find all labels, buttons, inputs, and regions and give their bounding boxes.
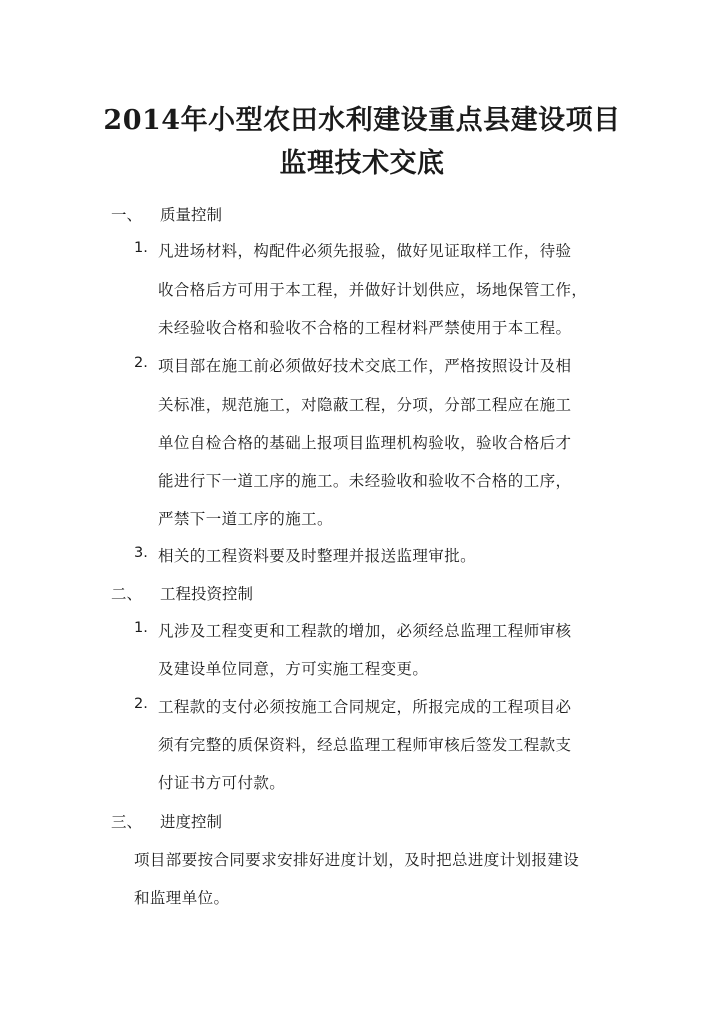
section-3-paragraph-line-2: 和监理单位。 xyxy=(134,889,230,907)
section-2-item-1-line-2: 及建设单位同意，方可实施工程变更。 xyxy=(158,660,429,678)
section-1-item-2-line-1: 项目部在施工前必须做好技术交底工作，严格按照设计及相 xyxy=(158,357,572,375)
section-1-item-1-line-2: 收合格后方可用于本工程，并做好计划供应，场地保管工作， xyxy=(158,281,588,299)
section-2-number: 二、 xyxy=(111,585,143,603)
section-1-item-1-line-3: 未经验收合格和验收不合格的工程材料严禁使用于本工程。 xyxy=(158,319,572,337)
section-1-item-2-number: 2. xyxy=(134,355,148,371)
section-2-item-1-line-1: 凡涉及工程变更和工程款的增加，必须经总监理工程师审核 xyxy=(158,622,572,640)
section-2-item-2-line-3: 付证书方可付款。 xyxy=(158,774,286,792)
document-title-line-2: 监理技术交底 xyxy=(279,148,445,179)
document-title-line-1: 2014年小型农田水利建设重点县建设项目 xyxy=(103,105,621,136)
section-2-item-2-line-2: 须有完整的质保资料，经总监理工程师审核后签发工程款支 xyxy=(158,736,572,754)
section-1-item-2-line-3: 单位自检合格的基础上报项目监理机构验收，验收合格后才 xyxy=(158,434,572,452)
section-1-item-2-line-5: 严禁下一道工序的施工。 xyxy=(158,510,333,528)
section-1-item-2-line-2: 关标准，规范施工，对隐蔽工程，分项，分部工程应在施工 xyxy=(158,396,572,414)
section-3-number: 三、 xyxy=(111,813,143,831)
section-1-item-3-number: 3. xyxy=(134,545,148,561)
section-2-item-2-line-1: 工程款的支付必须按施工合同规定，所报完成的工程项目必 xyxy=(158,698,572,716)
section-1-item-1-line-1: 凡进场材料，构配件必须先报验，做好见证取样工作，待验 xyxy=(158,242,572,260)
section-3-paragraph-line-1: 项目部要按合同要求安排好进度计划，及时把总进度计划报建设 xyxy=(134,851,580,869)
section-1-item-2-line-4: 能进行下一道工序的施工。未经验收和验收不合格的工序， xyxy=(158,472,572,490)
section-1-item-3-line-1: 相关的工程资料要及时整理并报送监理审批。 xyxy=(158,547,477,565)
section-1-item-1-number: 1. xyxy=(134,240,148,256)
section-3-title: 进度控制 xyxy=(160,813,223,831)
section-2-item-2-number: 2. xyxy=(134,696,148,712)
section-1-number: 一、 xyxy=(111,206,143,224)
section-2-title: 工程投资控制 xyxy=(160,585,254,603)
section-1-title: 质量控制 xyxy=(160,206,223,224)
section-2-item-1-number: 1. xyxy=(134,620,148,636)
